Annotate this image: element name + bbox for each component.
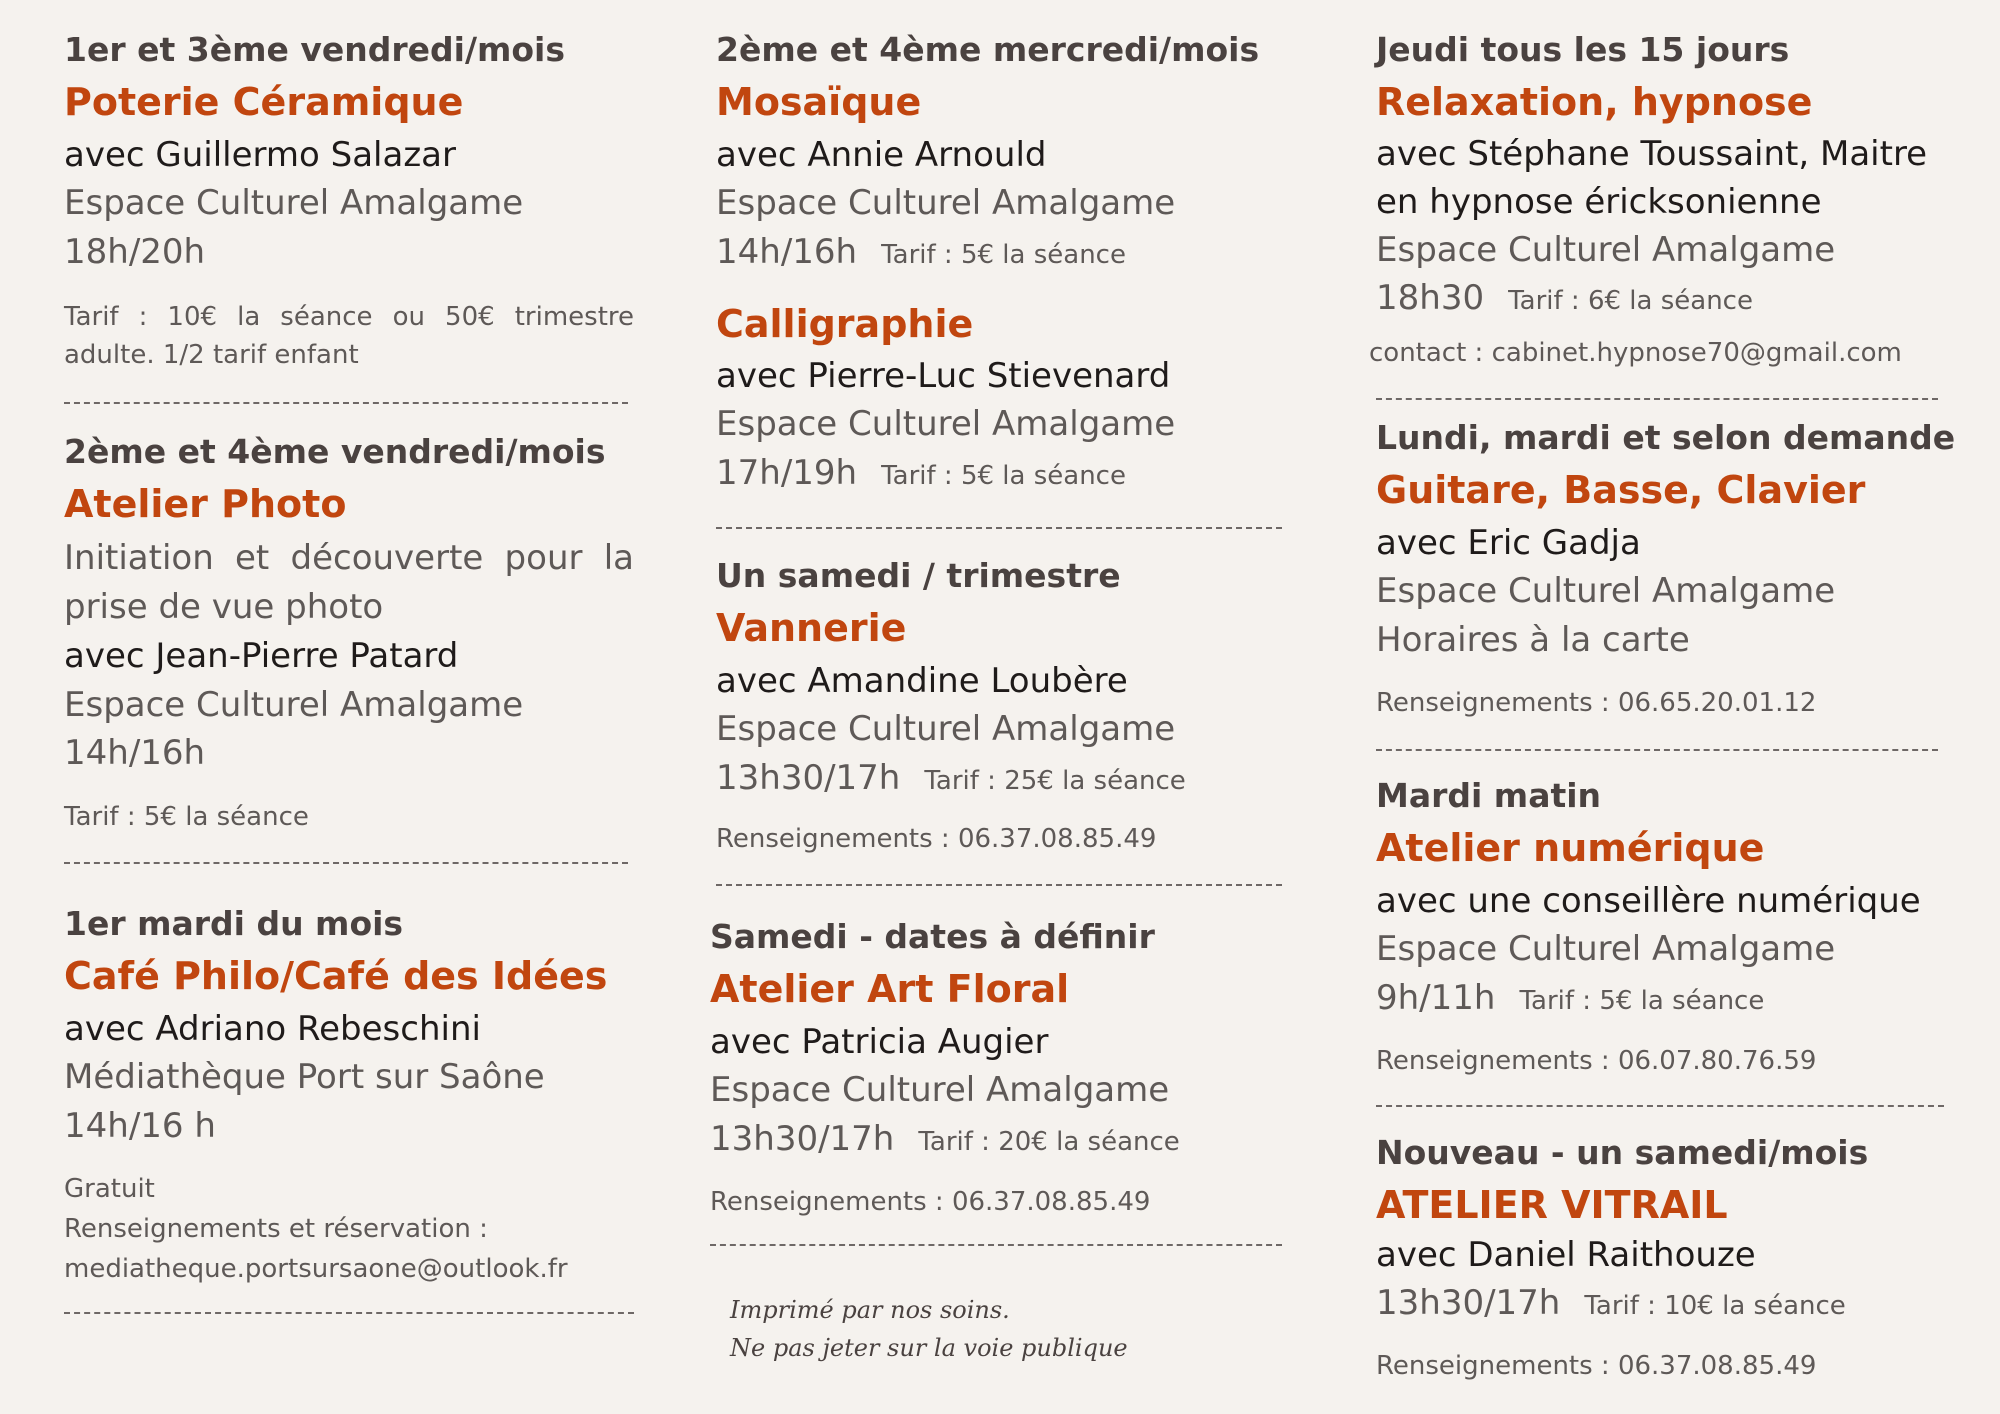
dashed-divider xyxy=(1376,1105,1944,1107)
event-location: Espace Culturel Amalgame xyxy=(716,404,1176,444)
event-price: Tarif : 10€ la séance xyxy=(1584,1291,1846,1321)
event-info-phone: Renseignements : 06.37.08.85.49 xyxy=(716,824,1157,854)
event-schedule: Un samedi / trimestre xyxy=(716,556,1121,595)
event-time: 14h/16h xyxy=(716,232,858,272)
event-time: 18h/20h xyxy=(64,232,206,272)
event-location: Espace Culturel Amalgame xyxy=(1376,230,1836,270)
event-host: avec Eric Gadja xyxy=(1376,523,1641,563)
event-schedule: Nouveau - un samedi/mois xyxy=(1376,1133,1869,1172)
event-schedule: 1er mardi du mois xyxy=(64,904,404,943)
event-time-price xyxy=(716,232,1126,272)
event-title: Atelier Art Floral xyxy=(710,967,1070,1011)
event-price: Tarif : 5€ la séance xyxy=(1519,986,1765,1016)
event-time: 14h/16 h xyxy=(64,1106,216,1146)
event-title: ATELIER VITRAIL xyxy=(1376,1183,1728,1227)
event-location: Espace Culturel Amalgame xyxy=(1376,571,1836,611)
event-price: Tarif : 20€ la séance xyxy=(918,1127,1180,1157)
dashed-divider xyxy=(64,402,628,404)
event-host: avec Adriano Rebeschini xyxy=(64,1009,481,1049)
event-time: 9h/11h xyxy=(1376,978,1496,1018)
event-location: Espace Culturel Amalgame xyxy=(1376,929,1836,969)
event-title: Mosaïque xyxy=(716,80,922,124)
event-description: Initiation et découverte pour la xyxy=(64,538,634,578)
dashed-divider xyxy=(1376,749,1938,751)
event-time-price xyxy=(1376,978,1764,1018)
event-time-price xyxy=(1376,1283,1846,1323)
dashed-divider xyxy=(64,862,628,864)
event-time: 14h/16h xyxy=(64,733,206,773)
event-time-price xyxy=(710,1119,1180,1159)
dashed-divider xyxy=(716,884,1282,886)
event-title: Atelier numérique xyxy=(1376,826,1765,870)
event-price: Tarif : 5€ la séance xyxy=(881,461,1126,491)
event-price: Tarif : 10€ la séance ou 50€ trimestre adulte. 1/2 tarif enfant xyxy=(64,302,634,370)
event-title: Café Philo/Café des Idées xyxy=(64,954,608,998)
print-notice-line2: Ne pas jeter sur la voie publique xyxy=(730,1334,1128,1362)
event-host: avec une conseillère numérique xyxy=(1376,881,1921,921)
event-schedule: Mardi matin xyxy=(1376,776,1602,815)
event-schedule: 2ème et 4ème mercredi/mois xyxy=(716,30,1260,69)
event-schedule: 1er et 3ème vendredi/mois xyxy=(64,30,566,69)
event-price: Tarif : 5€ la séance xyxy=(64,802,309,832)
event-schedule: 2ème et 4ème vendredi/mois xyxy=(64,432,606,471)
event-host: avec Stéphane Toussaint, Maitre xyxy=(1376,134,1928,174)
event-info-phone: Renseignements : 06.07.80.76.59 xyxy=(1376,1046,1817,1076)
event-contact-label: Renseignements et réservation : xyxy=(64,1214,488,1244)
event-title: Vannerie xyxy=(716,606,907,650)
event-time: 18h30 xyxy=(1376,278,1485,318)
event-time-price xyxy=(716,758,1186,798)
dashed-divider xyxy=(64,1312,634,1314)
event-title: Calligraphie xyxy=(716,302,974,346)
event-location: Espace Culturel Amalgame xyxy=(716,183,1176,223)
event-info-phone: Renseignements : 06.37.08.85.49 xyxy=(1376,1351,1817,1381)
event-host: avec Patricia Augier xyxy=(710,1022,1049,1062)
event-price: Tarif : 5€ la séance xyxy=(881,240,1126,270)
event-info-phone: Renseignements : 06.65.20.01.12 xyxy=(1376,688,1817,718)
event-description-cont: prise de vue photo xyxy=(64,587,384,627)
print-notice-line1: Imprimé par nos soins. xyxy=(730,1296,1010,1324)
event-host: avec Pierre-Luc Stievenard xyxy=(716,356,1171,396)
event-location: Espace Culturel Amalgame xyxy=(716,709,1176,749)
event-time-price xyxy=(1376,278,1753,318)
event-title: Poterie Céramique xyxy=(64,80,464,124)
event-time: Horaires à la carte xyxy=(1376,620,1690,660)
event-host: avec Guillermo Salazar xyxy=(64,135,456,175)
dashed-divider xyxy=(716,527,1282,529)
event-contact-email: mediatheque.portsursaone@outlook.fr xyxy=(64,1254,568,1284)
event-location: Espace Culturel Amalgame xyxy=(64,685,524,725)
event-schedule: Jeudi tous les 15 jours xyxy=(1376,30,1790,69)
dashed-divider xyxy=(1376,398,1938,400)
event-title: Guitare, Basse, Clavier xyxy=(1376,468,1866,512)
event-title: Atelier Photo xyxy=(64,482,347,526)
event-time: 13h30/17h xyxy=(1376,1283,1561,1323)
dashed-divider xyxy=(710,1244,1282,1246)
event-location: Espace Culturel Amalgame xyxy=(64,183,524,223)
event-schedule: Lundi, mardi et selon demande xyxy=(1376,418,1956,457)
event-host: avec Annie Arnould xyxy=(716,135,1047,175)
event-price: Gratuit xyxy=(64,1174,155,1204)
event-time-price xyxy=(716,453,1126,493)
event-price: Tarif : 25€ la séance xyxy=(924,766,1186,796)
event-time: 13h30/17h xyxy=(716,758,901,798)
event-contact-email: contact : cabinet.hypnose70@gmail.com xyxy=(1369,338,1902,368)
event-location: Espace Culturel Amalgame xyxy=(710,1070,1170,1110)
event-info-phone: Renseignements : 06.37.08.85.49 xyxy=(710,1187,1151,1217)
event-location: Médiathèque Port sur Saône xyxy=(64,1057,545,1097)
event-host-cont: en hypnose éricksonienne xyxy=(1376,182,1822,222)
event-host: avec Daniel Raithouze xyxy=(1376,1235,1756,1275)
event-host: avec Amandine Loubère xyxy=(716,661,1128,701)
event-price: Tarif : 6€ la séance xyxy=(1508,286,1753,316)
event-time: 13h30/17h xyxy=(710,1119,895,1159)
event-time: 17h/19h xyxy=(716,453,858,493)
event-schedule: Samedi - dates à définir xyxy=(710,917,1155,956)
event-host: avec Jean-Pierre Patard xyxy=(64,636,459,676)
event-title: Relaxation, hypnose xyxy=(1376,80,1813,124)
